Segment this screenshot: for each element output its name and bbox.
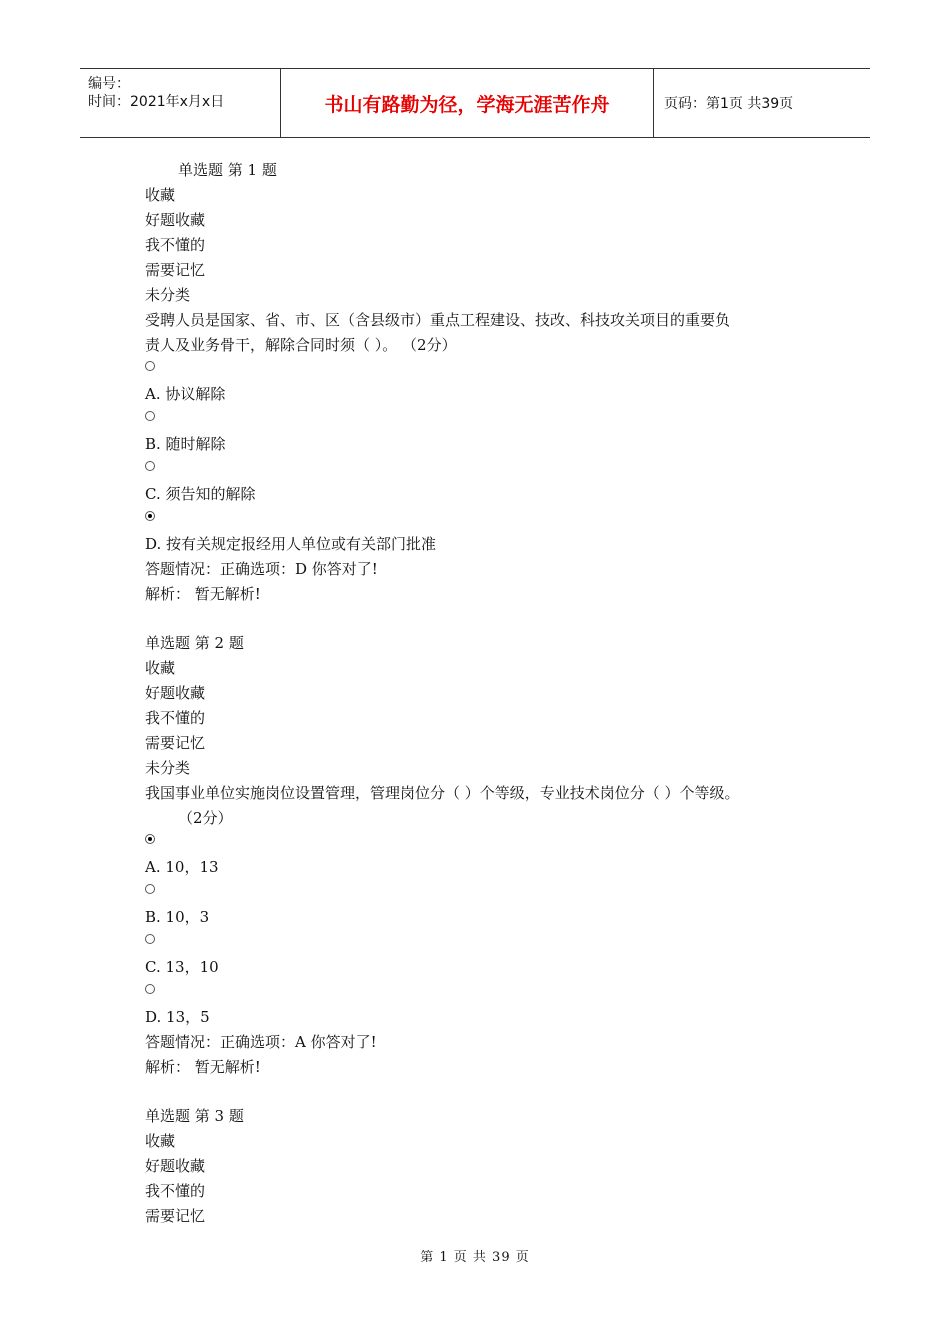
q3-tag-not-understood[interactable]: 我不懂的 xyxy=(145,1182,206,1200)
q2-answer-status: 答题情况：正确选项：A 你答对了! xyxy=(145,1033,377,1051)
header-motto: 书山有路勤为径，学海无涯苦作舟 xyxy=(281,69,654,137)
date-label: 时间：2021年x月x日 xyxy=(88,94,225,110)
q1-tag-uncategorized[interactable]: 未分类 xyxy=(145,286,191,304)
question-2-heading: 单选题 第 2 题 xyxy=(145,634,244,652)
q2-stem-line2: （2分） xyxy=(178,809,233,827)
q3-tag-favorite[interactable]: 收藏 xyxy=(145,1132,176,1150)
q1-stem-line1: 受聘人员是国家、省、市、区（含县级市）重点工程建设、技改、科技攻关项目的重要负 xyxy=(145,311,731,329)
question-3-heading: 单选题 第 3 题 xyxy=(145,1107,244,1125)
page-footer: 第 1 页 共 39 页 xyxy=(420,1250,530,1265)
q2-option-d-radio[interactable] xyxy=(145,984,155,994)
q2-stem-line1: 我国事业单位实施岗位设置管理，管理岗位分（ ）个等级，专业技术岗位分（ ）个等级。 xyxy=(145,784,740,802)
q2-option-b-radio[interactable] xyxy=(145,884,155,894)
question-1-heading: 单选题 第 1 题 xyxy=(178,161,277,179)
q2-tag-uncategorized[interactable]: 未分类 xyxy=(145,759,191,777)
q1-tag-memorize[interactable]: 需要记忆 xyxy=(145,261,206,279)
q3-tag-memorize[interactable]: 需要记忆 xyxy=(145,1207,206,1225)
q1-tag-favorite[interactable]: 收藏 xyxy=(145,186,176,204)
q2-option-a: A. 10，13 xyxy=(145,858,219,876)
q2-tag-favorite[interactable]: 收藏 xyxy=(145,659,176,677)
q1-option-b-radio[interactable] xyxy=(145,411,155,421)
q3-tag-good-question[interactable]: 好题收藏 xyxy=(145,1157,206,1175)
q2-tag-not-understood[interactable]: 我不懂的 xyxy=(145,709,206,727)
document-header xyxy=(80,68,870,138)
header-meta xyxy=(80,69,281,137)
q2-analysis: 解析： 暂无解析! xyxy=(145,1058,261,1076)
q1-option-b: B. 随时解除 xyxy=(145,435,226,453)
q1-option-d: D. 按有关规定报经用人单位或有关部门批准 xyxy=(145,535,437,553)
q1-stem-line2: 责人及业务骨干，解除合同时须（ ）。 （2分） xyxy=(145,336,457,354)
q1-tag-good-question[interactable]: 好题收藏 xyxy=(145,211,206,229)
q2-option-c-radio[interactable] xyxy=(145,934,155,944)
q1-option-a-radio[interactable] xyxy=(145,361,155,371)
q1-tag-not-understood[interactable]: 我不懂的 xyxy=(145,236,206,254)
q1-option-d-radio[interactable] xyxy=(145,511,155,521)
q2-tag-memorize[interactable]: 需要记忆 xyxy=(145,734,206,752)
q2-option-c: C. 13，10 xyxy=(145,958,219,976)
q2-option-a-radio[interactable] xyxy=(145,834,155,844)
q1-option-c: C. 须告知的解除 xyxy=(145,485,256,503)
header-page-info: 页码：第1页 共39页 xyxy=(664,96,794,112)
q1-option-c-radio[interactable] xyxy=(145,461,155,471)
q2-option-d: D. 13，5 xyxy=(145,1008,210,1026)
q1-analysis: 解析： 暂无解析! xyxy=(145,585,261,603)
q1-answer-status: 答题情况：正确选项：D 你答对了! xyxy=(145,560,378,578)
number-label: 编号： xyxy=(88,76,130,92)
q1-option-a: A. 协议解除 xyxy=(145,385,226,403)
q2-option-b: B. 10，3 xyxy=(145,908,210,926)
q2-tag-good-question[interactable]: 好题收藏 xyxy=(145,684,206,702)
